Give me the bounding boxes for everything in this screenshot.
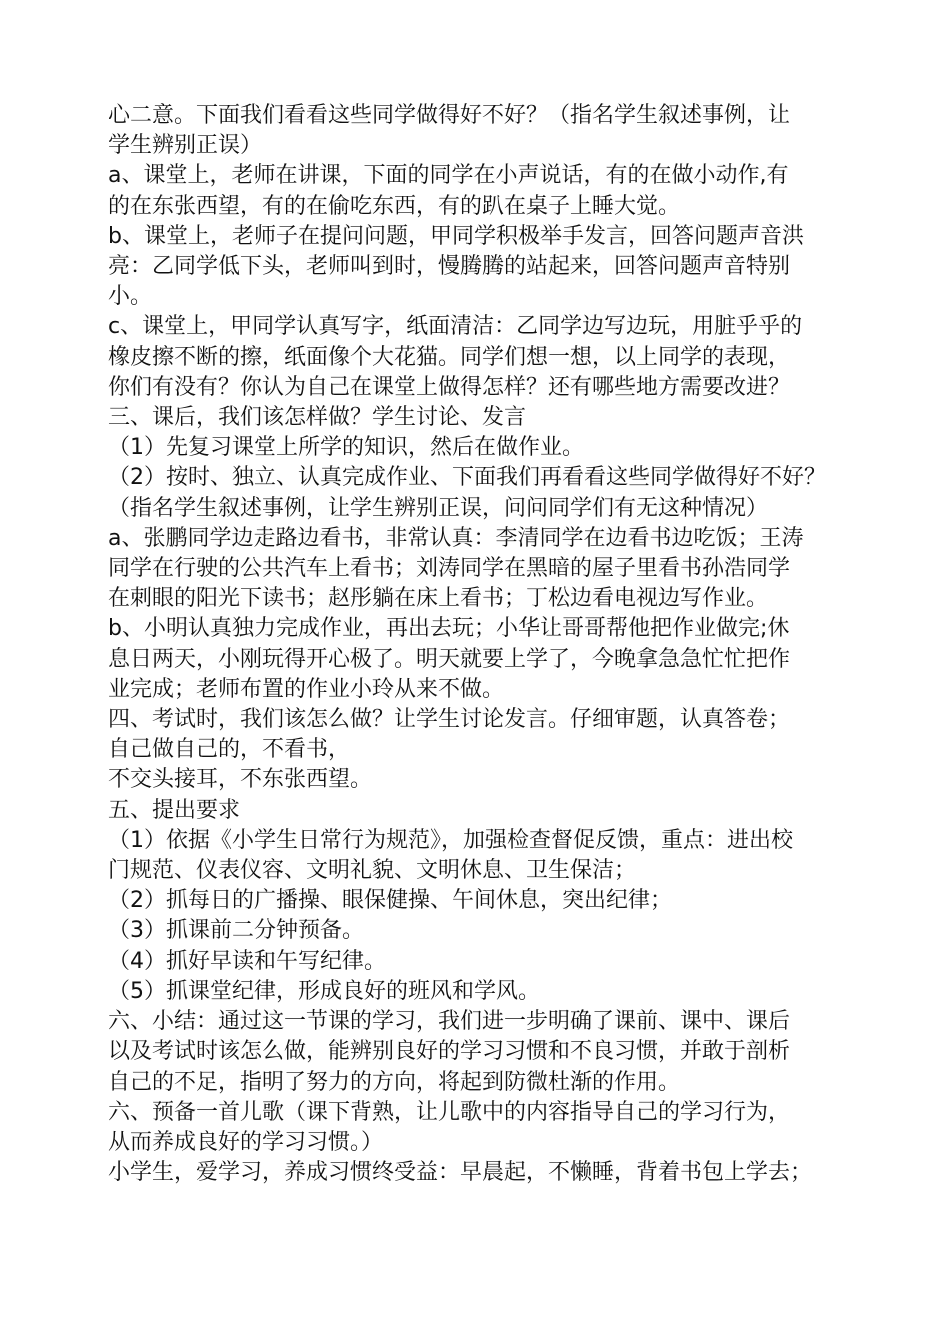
section-heading: 六、预备一首儿歌（课下背熟，让儿歌中的内容指导自己的学习行为， (108, 1099, 791, 1125)
section-heading: 五、提出要求 (108, 797, 241, 823)
text-line: a、课堂上，老师在讲课，下面的同学在小声说话，有的在做小动作,有 (108, 163, 789, 189)
text-line: 心二意。下面我们看看这些同学做得好不好？（指名学生叙述事例，让 (108, 103, 791, 128)
text-line: 在刺眼的阳光下读书；赵彤躺在床上看书；丁松边看电视边写作业。 (108, 586, 769, 612)
section-heading: 四、考试时，我们该怎么做？让学生讨论发言。仔细审题，认真答卷； (108, 707, 791, 733)
text-line: （1）先复习课堂上所学的知识，然后在做作业。 (108, 435, 584, 461)
text-line: a、张鹏同学边走路边看书，非常认真：李清同学在边看书边吃饭；王涛 (108, 525, 804, 551)
text-line: 不交头接耳，不东张西望。 (108, 767, 373, 793)
text-line: 的在东张西望，有的在偷吃东西，有的趴在桌子上睡大觉。 (108, 193, 681, 219)
text-line: （1）依据《小学生日常行为规范》，加强检查督促反馈，重点：进出校 (108, 827, 793, 853)
text-line: 小学生，爱学习，养成习惯终受益：早晨起，不懒睡，背着书包上学去； (108, 1160, 813, 1186)
section-heading: 三、课后，我们该怎样做？学生讨论、发言 (108, 405, 527, 431)
text-line: 以及考试时该怎么做，能辨别良好的学习习惯和不良习惯，并敢于剖析 (108, 1039, 791, 1065)
text-line: 门规范、仪表仪容、文明礼貌、文明休息、卫生保洁； (108, 858, 637, 884)
text-line: 你们有没有？你认为自己在课堂上做得怎样？还有哪些地方需要改进？ (108, 374, 791, 400)
text-line: 业完成；老师布置的作业小玲从来不做。 (108, 676, 505, 702)
text-line: 自己做自己的，不看书， (108, 737, 351, 763)
text-line: b、小明认真独力完成作业，再出去玩；小华让哥哥帮他把作业做完;休 (108, 616, 790, 642)
text-line: （指名学生叙述事例，让学生辨别正误，问问同学们有无这种情况） (108, 495, 769, 521)
text-line: 学生辨别正误） (108, 133, 263, 159)
text-line: c、课堂上，甲同学认真写字，纸面清洁：乙同学边写边玩，用脏乎乎的 (108, 314, 803, 340)
text-line: 同学在行驶的公共汽车上看书；刘涛同学在黑暗的屋子里看书孙浩同学 (108, 556, 791, 582)
text-line: （2）抓每日的广播操、眼保健操、午间休息，突出纪律； (108, 888, 672, 914)
text-line: 小。 (108, 284, 153, 310)
text-line: 橡皮擦不断的擦，纸面像个大花猫。同学们想一想，以上同学的表现， (108, 344, 791, 370)
text-line: 从而养成良好的学习习惯。） (108, 1129, 384, 1155)
text-line: 自己的不足，指明了努力的方向，将起到防微杜渐的作用。 (108, 1069, 681, 1095)
document-body (108, 101, 878, 1188)
text-line: （4）抓好早读和午写纪律。 (108, 948, 386, 974)
text-line: （5）抓课堂纪律，形成良好的班风和学风。 (108, 978, 540, 1004)
text-line: （3）抓课前二分钟预备。 (108, 918, 364, 944)
text-line: （2）按时、独立、认真完成作业、下面我们再看看这些同学做得好不好？ (108, 465, 826, 491)
text-line: 亮：乙同学低下头，老师叫到时，慢腾腾的站起来，回答问题声音特别 (108, 254, 791, 280)
section-heading: 六、小结：通过这一节课的学习，我们进一步明确了课前、课中、课后 (108, 1009, 791, 1035)
text-line: b、课堂上，老师子在提问问题，甲同学积极举手发言，回答问题声音洪 (108, 223, 804, 249)
text-line: 息日两天，小刚玩得开心极了。明天就要上学了，今晚拿急急忙忙把作 (108, 646, 791, 672)
